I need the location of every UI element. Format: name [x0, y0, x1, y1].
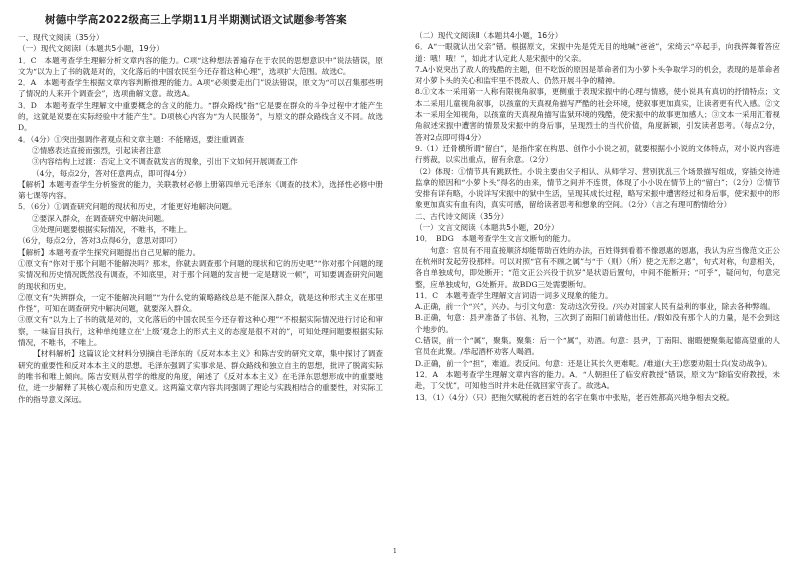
paragraph: 【解析】本题考查学生分析鉴赏的能力，关联教材必修上册第四单元毛泽东《调查的技术》，选择性必修中册第七课等内容。: [18, 179, 383, 201]
paragraph: 1．C 本题考查学生理解分析文章内容的能力。C项“这种想法普遍存在于农民的思想意识中”说法错误，原文为“以为上了书的就是对的，文化落后的中国农民至今还存着这种心理”，选项扩大范围。故选C。: [18, 55, 383, 76]
paragraph: 10． BDG 本题考查学生文言文断句的能力。: [415, 234, 576, 244]
paragraph: 13．（1）（4分）（只）把拖欠赋税的老百姓的名字在集市中张贴，老百姓都高兴地争相去交税。: [415, 392, 735, 402]
paragraph: ①原文有“你对于那个问题不能解决吗？那末，你就去调查那个问题的现状和它的历史吧”“你对那个问题的现实情况和历史情况既然没有调查，不知底里，对于那个问题的发言便一定是瞎说一顿”，可知要调查研究问题的现状和历史。: [18, 258, 383, 291]
right-column: [415, 30, 780, 403]
paragraph: （4分，每点2分，答对任意两点，即可得4分）: [32, 168, 191, 178]
paragraph: ③内容结构上过渡：否定上文不调查就发言的现象，引出下文如何开展调查工作: [32, 157, 298, 167]
paragraph: 句意：官员有不用直接顺济却能帮助百姓的办法，百姓得到看着不像恩惠的恩惠，我认为应当像范文正公在杭州时发起劳役那样。可以对照“官有不顾之属”与“于（则）（所）使之无形之惠”，句式对称，句意相关，各自单独成句，即处断开；“范文正公兴役于抗岁”是状语后置句，中间不能断开；“可乎”，疑问句，句意完整，应单独成句，G处断开。故BDG三处需要断句。: [415, 245, 780, 289]
paragraph: （一）文言文阅读（本题共5小题，20分）: [415, 223, 559, 233]
paragraph: 5．（6分）①调查研究问题的现状和历史，才能更好地解决问题。: [18, 202, 237, 212]
document-title: 树德中学高2022级高三上学期11月半期测试语文试题参考答案: [45, 14, 347, 26]
paragraph: ③原文有“以为上了书的就是对的，文化落后的中国农民至今还存着这种心理”“不根据实际情况进行讨论和审察，一味盲目执行，这种单纯建立在‘上级’观念上的形式主义的态度是很不对的”，可知处理问题要根据实际情况，不唯书，不唯上。: [18, 315, 383, 348]
paragraph: B.正确，句意：县尹准备了书信、礼物，三次到了南阳门前请他出任。/假如没有那个人的力量，是不会到这个地步的。: [415, 313, 780, 334]
paragraph: 3．D 本题考查学生理解文中重要概念的含义的能力。“群众路线”指“它是要在群众的斗争过程中才能产生的，这就是说要在实际经验中才能产生”。D项核心内容为“为人民服务”，与原文的群众路线含义不同。故选D。: [18, 100, 383, 133]
paragraph: C.错误，前一个“属”，聚集。聚集：后一个“属”，劝酒。句意：县尹，丁南阳、谢暇便聚集起德高望重的人官员在此聚。/举起酒杯劝客人喝酒。: [415, 336, 780, 357]
paragraph: 6．A“一眼就认出父亲”错。根据原文，宋振中先是凭无目的地喊“爸爸”，宋绮云“卒起手，向我挥舞着答应道：哦！哦！”，如此才认定此人是宋振中的父亲。: [415, 42, 780, 63]
paragraph: 11．C 本题考查学生理解文言词语一词多义现象的能力。: [415, 290, 613, 300]
paragraph: A.正确，前一个“兴”，兴办。与引文句意：发动这次劳役。/兴办对国家人民有益利的事业，除去各种弊端。: [415, 302, 775, 312]
paragraph: ③处理问题要根据实际情况，不唯书，不唯上。: [32, 225, 192, 235]
paragraph: （二）现代文阅读Ⅱ（本题共4小题，16分）: [415, 31, 563, 40]
paragraph: 【解析】本题考查学生探究问题提出自己见解的能力。: [18, 247, 201, 257]
paragraph: 4．（4分）①突出强调作者观点和文章主题：不能赌返，要注重调查: [18, 134, 245, 144]
paragraph: ②情感表达直接而强烈，引起读者注意: [32, 145, 162, 155]
paragraph: D.正确，前一个“担”，难道。表反问。句意：还是让其长久更难呢。/难道(大王)您要劝阻士兵(发动战争)。: [415, 358, 772, 368]
paragraph: 9.（1）迁骨横所谓“留白”，是指作家在构思、创作小小说之初，就要根据小小说的文体特点，对小说内容进行剪裁，以实出重点，留有余意。（2分）: [415, 143, 780, 165]
paragraph: 7.A小说突出了敌人的残酷的主题，但不吃饭的原因是革命者们为小萝卜头争取学习的机会，表现的是革命者对小萝卜头的关心和监牢里不畏敌人、仍然开展斗争的精神。: [415, 64, 780, 86]
paragraph: （2）体现：①情节具有跳跃性。小说主要由父子相认、从师学习、营别犹乱三个场景描写组成，穿插交待进监拿的原因和“小萝卜头”得名的由来，情节之间并不连贯，体现了小小说在情节上的“留白”；（2分）②情节安排有详有略，小说详写宋振中的狱中生活，呈现其成长过程，略写宋振中遭害经过和身后事，使宋振中的形象更加真实有血有肉，真实可感，留给读者思考和想象的空间。（2分）（言之有理可酌情给分）: [415, 166, 780, 210]
paragraph: ②要深入群众，在调查研究中解决问题。: [32, 213, 169, 223]
paragraph: 2．A 本题考查学生根据文章内容判断推理的能力。A项“必须要走出门”说法错误，原文为“可以召集那些明了情况的人来开个调查会”，选项曲解文意。故选A。: [18, 78, 383, 99]
paragraph: （一）现代文阅读Ⅰ（本题共5小题，19分）: [18, 44, 164, 54]
page-number: 1: [393, 548, 397, 555]
paragraph: 【材料解析】这篇议论文材料分别摘自毛泽东的《反对本本主义》和陈吉安的研究文章，集中探讨了调查研究的重要性和反对本本主义的思想。毛泽东强调了实事求是、群众路线和独立自主的思想，批评了脱离实际的唯书和唯上倾向。陈吉安则从哲学的维度的角度，阐述了《反对本本主义》在毛泽东思想形成中的重要地位，进一步解释了其核心观点和历史意义。这两篇文章内容共同强调了理论与实践相结合的重要性，对实际工作的指导意义深远。: [18, 349, 383, 404]
paragraph: 8.①文本一采用第一人称有限视角叙事，更侧重于表现宋振中的心理与情感，使小说具有真切的抒情特点；文本二采用儿童视角叙事，以孩童的天真视角描写严酷的社会环境，使叙事更加真实，让读者更有代入感。②文本一采用全知视角，以孩童的天真视角描写监狱环境的残酷，使宋振中的故事更加感人；③文本一采用汇着视角叙述宋振中遭害的情景及宋振中的身后事，呈现烈士的当代价值，角度新颖，引发读者思考。（每点2分，答对2点即可得4分）: [415, 87, 780, 142]
paragraph: ②原文有“失辨群众，一定不能解决问题”“为什么党的策略路线总是不能深入群众，就是这种形式主义在那里作怪”，可知在调查研究中解决问题，就要深入群众。: [18, 292, 383, 314]
left-column: [18, 32, 383, 405]
paragraph: 二、古代诗文阅读（35分）: [415, 211, 509, 221]
paragraph: 一、现代文阅读（35分）: [18, 33, 104, 42]
paragraph: （6分，每点2分，答对3点得6分，意思对即可）: [18, 236, 182, 246]
paragraph: 12．A 本题考查学生理解文章内容的能力。A．“人朝担任了临安府教授”错误，原文为“除临安府教授，未赴，丁父忧”，可知他当时并未赴任就回家守丧了。故选A。: [415, 369, 780, 391]
